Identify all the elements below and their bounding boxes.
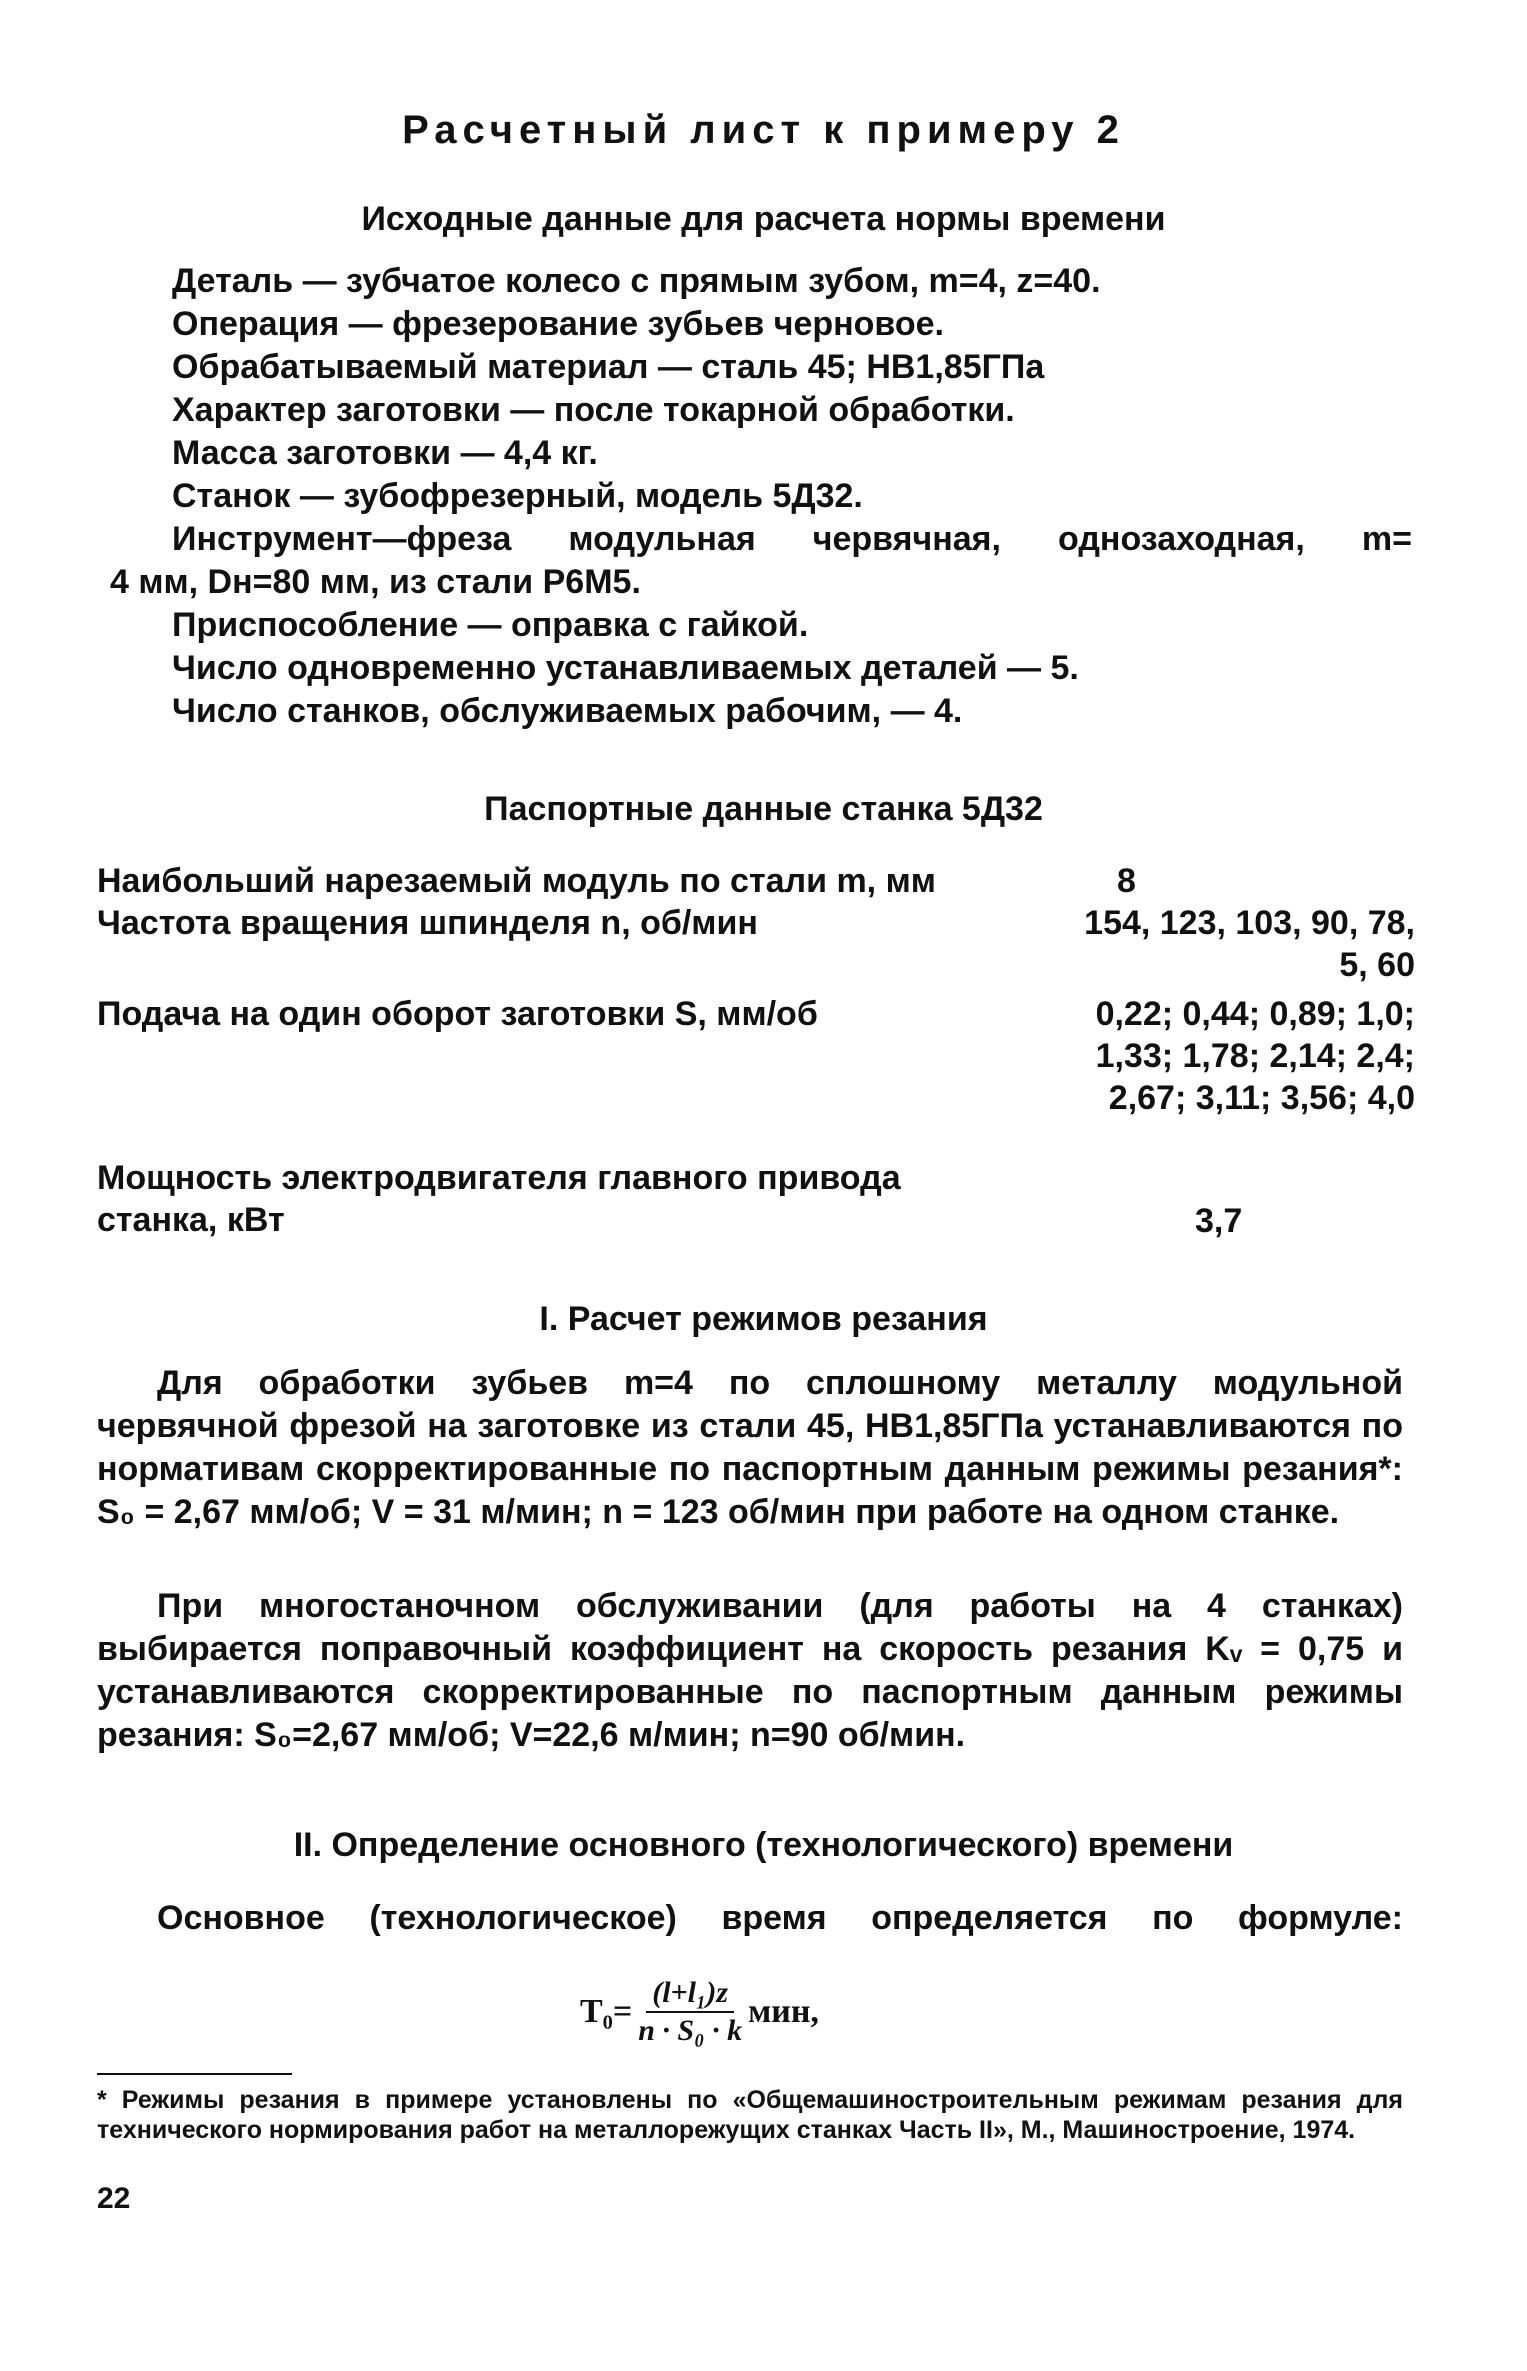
initial-data-line: Деталь — зубчатое колесо с прямым зубом, m=4, z=40. xyxy=(172,262,1101,300)
section1-paragraph xyxy=(97,1362,1403,1534)
initial-data-line: Характер заготовки — после токарной обработки. xyxy=(172,391,1015,429)
initial-data-line: Приспособление — оправка с гайкой. xyxy=(172,606,809,644)
initial-data-line: 4 мм, Dн=80 мм, из стали Р6М5. xyxy=(110,563,641,601)
page-title: Расчетный лист к примеру 2 xyxy=(402,108,1125,152)
initial-data-line: Станок — зубофрезерный, модель 5Д32. xyxy=(172,477,863,515)
spec-label: Частота вращения шпинделя n, об/мин xyxy=(97,904,758,942)
section1-paragraph xyxy=(97,1585,1403,1757)
spec-value: 154, 123, 103, 90, 78, 5, 60 xyxy=(1084,904,1415,984)
initial-data-line: Число одновременно устанавливаемых деталей — 5. xyxy=(172,649,1079,687)
spec-label: Мощность электродвигателя главного привода станка, кВт xyxy=(97,1159,901,1239)
formula-fraction xyxy=(638,1975,742,2049)
footnote-divider xyxy=(97,2073,292,2075)
section1-paragraph-text: Для обработки зубьев m=4 по сплошному металлу модульной червячной фрезой на заготовке из стали 45, НВ1,85ГПа устанавливаются по нормативам скорректированные по паспортным данным режимы резания*: S₀ = 2,67 мм/об; V = 31 м/мин; n = 123 об/мин при работе на одном станке. xyxy=(97,1364,1403,1531)
initial-data-line: Операция — фрезерование зубьев черновое. xyxy=(172,305,945,343)
time-formula xyxy=(580,1975,819,2049)
section2-intro-text: Основное (технологическое) время определяется по формуле: xyxy=(157,1899,1403,1937)
formula-lhs: T₀= xyxy=(580,1993,633,2030)
initial-data-line: Число станков, обслуживаемых рабочим, — 4. xyxy=(172,692,963,730)
spec-label: Наибольший нарезаемый модуль по стали m, мм xyxy=(97,862,936,900)
spec-value: 0,22; 0,44; 0,89; 1,0; 1,33; 1,78; 2,14; 2,4; 2,67; 3,11; 3,56; 4,0 xyxy=(1095,995,1415,1117)
section1-heading: I. Расчет режимов резания xyxy=(539,1300,988,1338)
machine-specs-heading: Паспортные данные станка 5Д32 xyxy=(484,790,1043,828)
formula-denominator: n · S₀ · k xyxy=(638,2014,743,2047)
formula-unit: мин, xyxy=(748,1993,819,2030)
initial-data-heading: Исходные данные для расчета нормы времени xyxy=(361,200,1166,238)
section1-paragraph-text: При многостаночном обслуживании (для работы на 4 станках) выбирается поправочный коэффициент на скорость резания Kᵥ = 0,75 и устанавливаются скорректированные по паспортным данным режимы резания: S₀=2,67 мм/об; V=22,6 м/мин; n=90 об/мин. xyxy=(97,1587,1403,1754)
section2-heading: II. Определение основного (технологического) времени xyxy=(293,1826,1234,1864)
formula-numerator: (l+l₁)z xyxy=(646,1975,734,2013)
spec-value: 8 xyxy=(1117,862,1136,900)
initial-data-line: Обрабатываемый материал — сталь 45; НВ1,85ГПа xyxy=(172,348,1045,386)
section2-intro xyxy=(97,1897,1403,1940)
footnote: * Режимы резания в примере установлены по «Общемашиностроительным режимам резания для технического нормирования работ на металлорежущих станках Часть II», М., Машиностроение, 1974. xyxy=(97,2086,1403,2144)
page-number: 22 xyxy=(97,2182,131,2215)
initial-data-line: Масса заготовки — 4,4 кг. xyxy=(172,434,598,472)
spec-label: Подача на один оборот заготовки S, мм/об xyxy=(97,995,818,1033)
initial-data-line: Инструмент—фреза модульная червячная, однозаходная, m= xyxy=(172,520,1412,558)
spec-value: 3,7 xyxy=(1195,1202,1243,1240)
